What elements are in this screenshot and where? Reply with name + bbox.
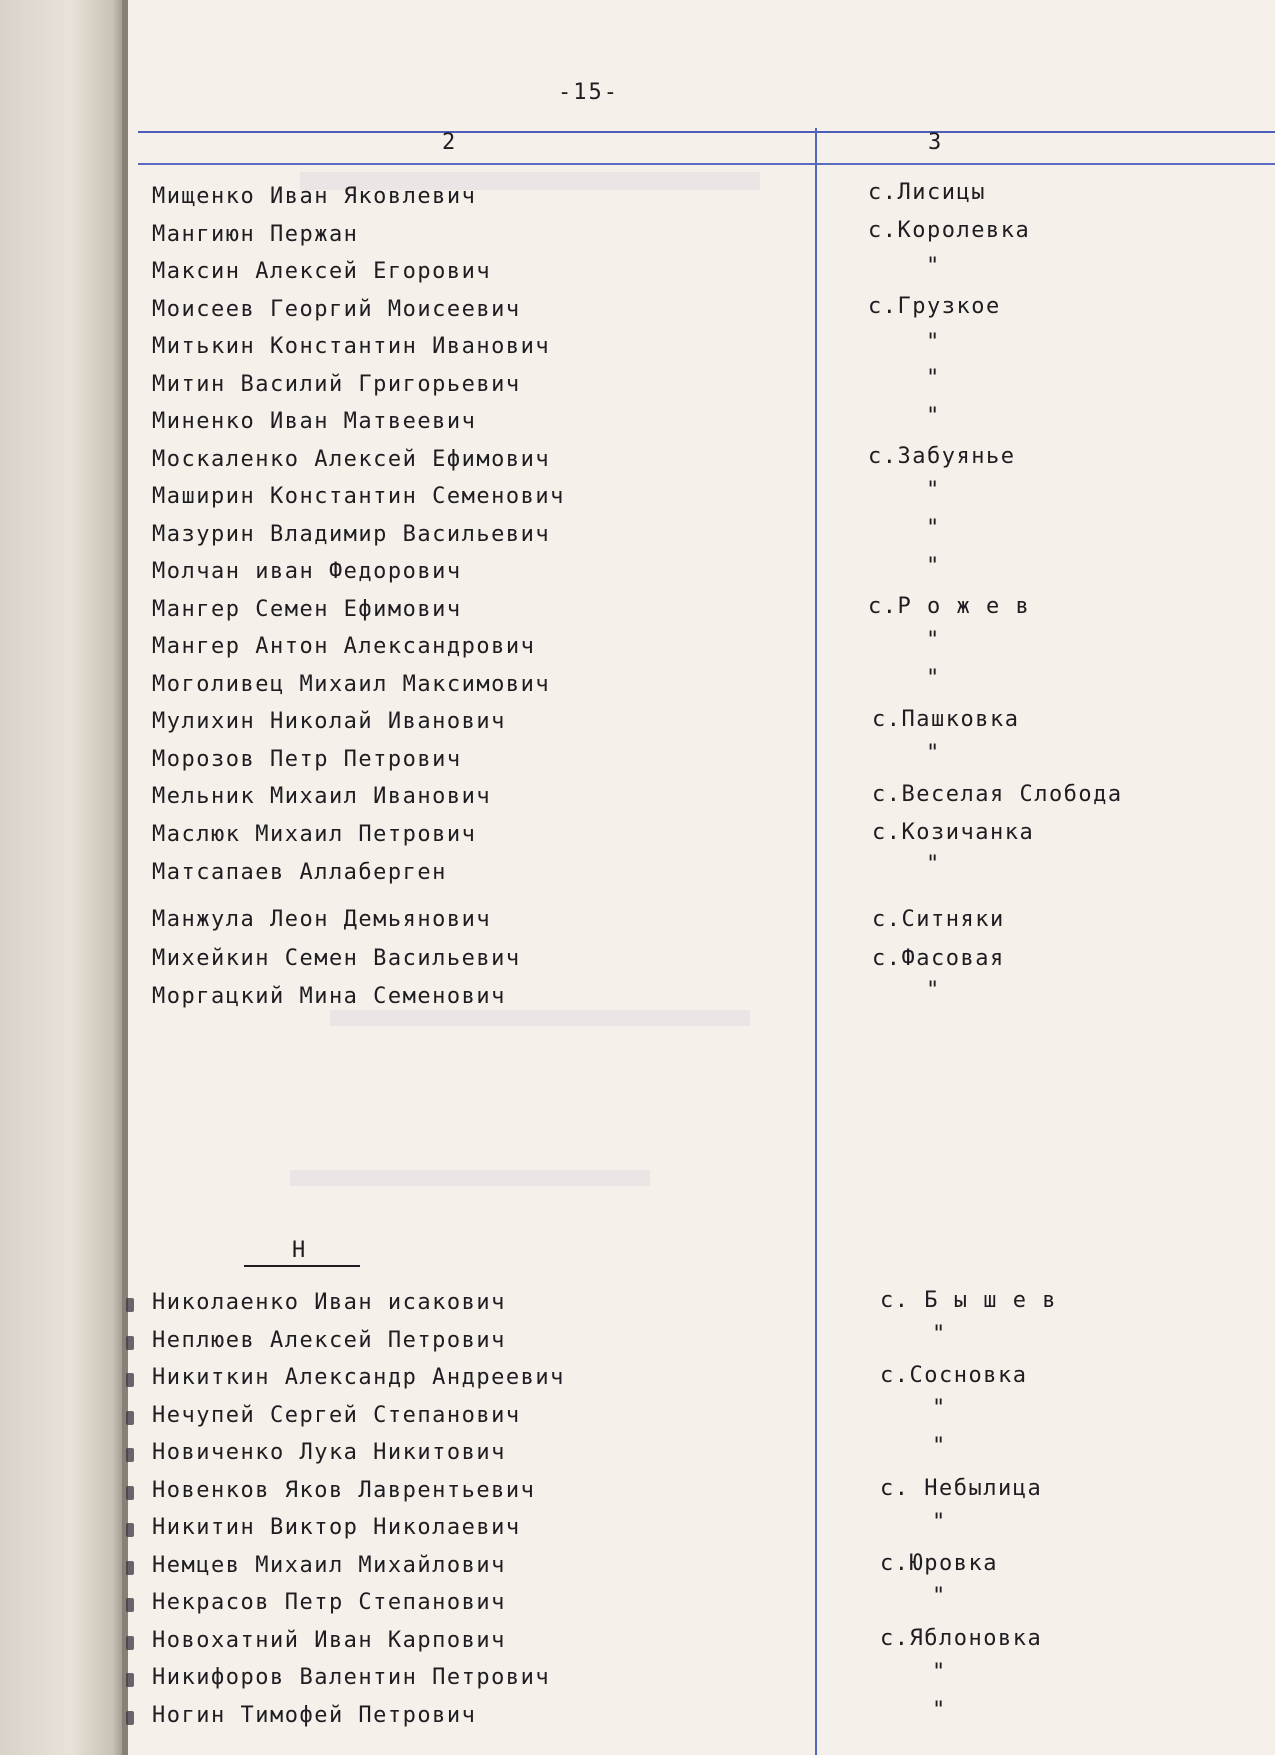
list-item-place: с.Королевка <box>868 218 1031 243</box>
list-item-place: " <box>932 1396 946 1421</box>
list-item-place: с.Яблоновка <box>880 1626 1043 1651</box>
list-item-place: с.Р о ж е в <box>868 594 1031 619</box>
list-item-name: Нечупей Сергей Степанович <box>152 1403 521 1428</box>
list-item-name: Никифоров Валентин Петрович <box>152 1665 551 1690</box>
book-binding-left-page <box>0 0 128 1755</box>
list-item-place: с.Грузкое <box>868 294 1001 319</box>
list-item-place: с.Веселая Слобода <box>872 782 1123 807</box>
list-item-name: Москаленко Алексей Ефимович <box>152 447 551 472</box>
list-item-place: " <box>926 666 940 691</box>
section-heading-underline <box>244 1265 360 1267</box>
list-item-place: с. Б ы ш е в <box>880 1288 1057 1313</box>
list-item-place: " <box>926 852 940 877</box>
column-header-3: 3 <box>928 130 942 155</box>
list-item-name: Мангер Семен Ефимович <box>152 597 462 622</box>
list-item-name: Манжула Леон Демьянович <box>152 907 492 932</box>
list-item-name: Михейкин Семен Васильевич <box>152 946 521 971</box>
list-item-name: Никиткин Александр Андреевич <box>152 1365 565 1390</box>
list-item-name: Максин Алексей Егорович <box>152 259 492 284</box>
list-item-place: " <box>926 978 940 1003</box>
list-item-place: " <box>932 1584 946 1609</box>
list-item-place: " <box>926 628 940 653</box>
list-item-name: Молчан иван Федорович <box>152 559 462 584</box>
list-item-name: Моголивец Михаил Максимович <box>152 672 551 697</box>
list-item-name: Мельник Михаил Иванович <box>152 784 492 809</box>
list-item-name: Миненко Иван Матвеевич <box>152 409 477 434</box>
list-item-name: Митин Василий Григорьевич <box>152 372 521 397</box>
list-item-place: " <box>926 330 940 355</box>
list-item-place: с.Ситняки <box>872 907 1005 932</box>
header-bottom-rule <box>138 163 1275 165</box>
list-item-place: " <box>926 741 940 766</box>
list-item-name: Новенков Яков Лаврентьевич <box>152 1478 536 1503</box>
list-item-place: " <box>926 366 940 391</box>
list-item-name: Новохатний Иван Карпович <box>152 1628 506 1653</box>
list-item-place: " <box>932 1434 946 1459</box>
list-item-name: Мазурин Владимир Васильевич <box>152 522 551 547</box>
list-item-name: Никитин Виктор Николаевич <box>152 1515 521 1540</box>
list-item-name: Мангер Антон Александрович <box>152 634 536 659</box>
list-item-name: Мулихин Николай Иванович <box>152 709 506 734</box>
list-item-place: " <box>932 1510 946 1535</box>
list-item-place: с.Пашковка <box>872 707 1020 732</box>
list-item-name: Моргацкий Мина Семенович <box>152 984 506 1009</box>
list-item-name: Новиченко Лука Никитович <box>152 1440 506 1465</box>
list-item-name: Моисеев Георгий Моисеевич <box>152 297 521 322</box>
list-item-name: Морозов Петр Петрович <box>152 747 462 772</box>
list-item-name: Мангиюн Пержан <box>152 222 359 247</box>
list-item-place: с. Небылица <box>880 1476 1043 1501</box>
list-item-place: с.Юровка <box>880 1551 998 1576</box>
list-item-name: Митькин Константин Иванович <box>152 334 551 359</box>
list-item-name: Маширин Константин Семенович <box>152 484 565 509</box>
column-divider <box>815 128 817 1755</box>
list-item-name: Немцев Михаил Михайлович <box>152 1553 506 1578</box>
column-header-2: 2 <box>442 130 456 155</box>
list-item-name: Маслюк Михаил Петрович <box>152 822 477 847</box>
list-item-place: " <box>926 478 940 503</box>
page-number: -15- <box>558 80 619 105</box>
table-top-rule <box>138 131 1275 133</box>
list-item-place: " <box>926 254 940 279</box>
list-item-place: с.Лисицы <box>868 180 986 205</box>
list-item-name: Матсапаев Аллаберген <box>152 860 447 885</box>
list-item-place: с.Забуянье <box>868 444 1016 469</box>
list-item-place: с.Козичанка <box>872 820 1035 845</box>
list-item-name: Мищенко Иван Яковлевич <box>152 184 477 209</box>
list-item-name: Николаенко Иван исакович <box>152 1290 506 1315</box>
list-item-place: с.Фасовая <box>872 946 1005 971</box>
list-item-place: " <box>926 516 940 541</box>
list-item-name: Некрасов Петр Степанович <box>152 1590 506 1615</box>
list-item-place: " <box>926 404 940 429</box>
list-item-place: с.Сосновка <box>880 1363 1028 1388</box>
list-item-place: " <box>932 1698 946 1723</box>
list-item-place: " <box>932 1660 946 1685</box>
list-item-place: " <box>926 554 940 579</box>
list-item-name: Ногин Тимофей Петрович <box>152 1703 477 1728</box>
list-item-place: " <box>932 1322 946 1347</box>
section-heading-n: Н <box>292 1238 306 1263</box>
list-item-name: Неплюев Алексей Петрович <box>152 1328 506 1353</box>
